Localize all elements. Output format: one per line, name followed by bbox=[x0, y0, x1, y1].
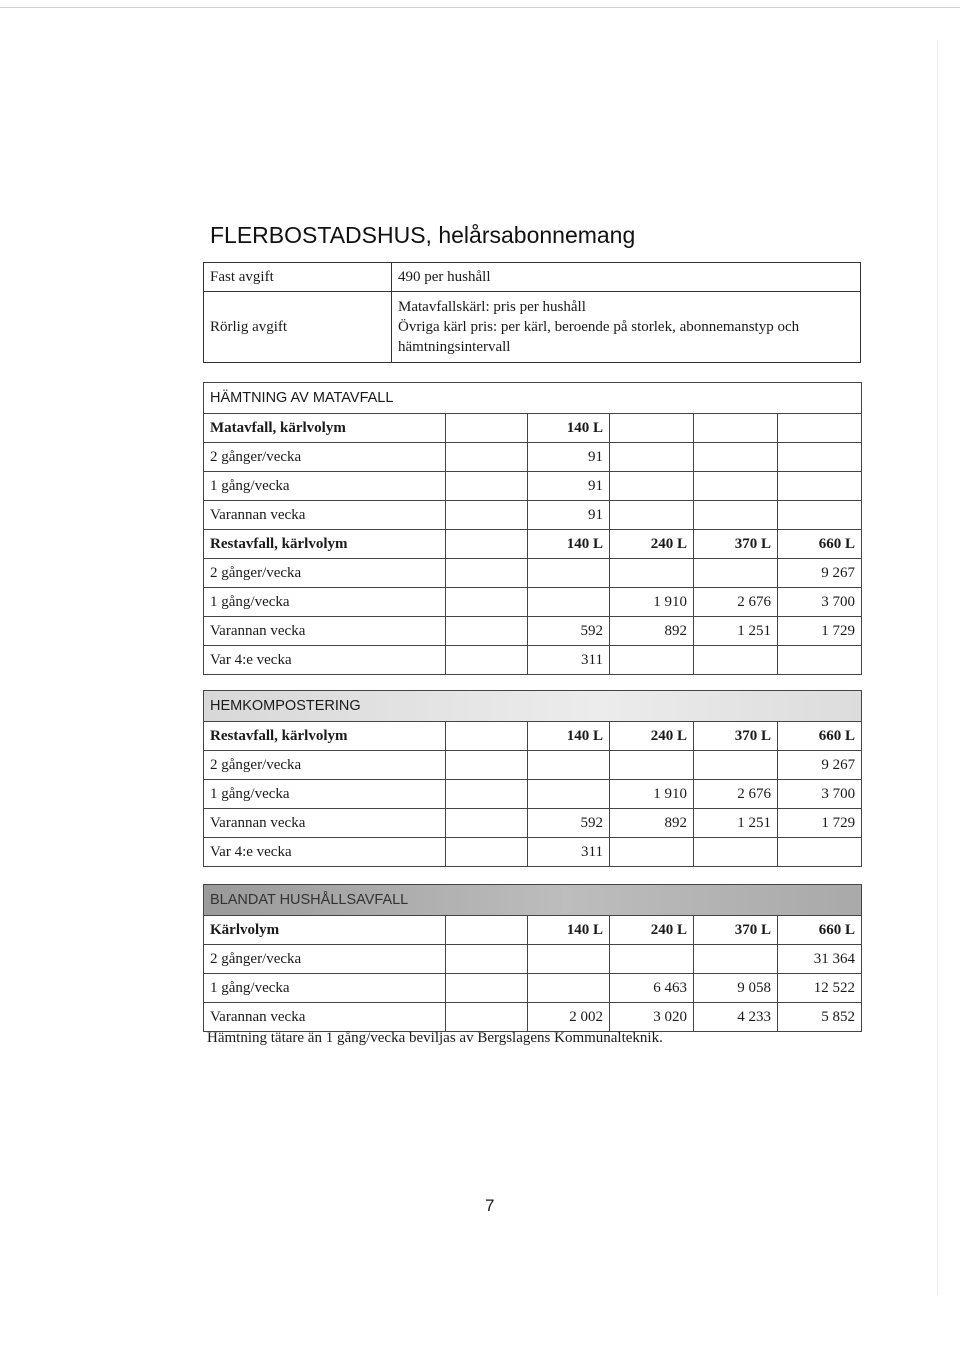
value-cell bbox=[446, 617, 528, 646]
section-title-row bbox=[204, 691, 862, 722]
value-cell: 31 364 bbox=[778, 945, 862, 974]
table-row bbox=[204, 974, 862, 1003]
row-label: 1 gång/vecka bbox=[204, 588, 446, 617]
value-cell: 5 852 bbox=[778, 1003, 862, 1032]
value-cell bbox=[446, 646, 528, 675]
section-title: HEMKOMPOSTERING bbox=[204, 691, 862, 722]
value-cell bbox=[528, 945, 610, 974]
value-cell bbox=[778, 443, 862, 472]
section-title-row bbox=[204, 885, 862, 916]
value-cell: 660 L bbox=[778, 916, 862, 945]
row-label: 2 gånger/vecka bbox=[204, 443, 446, 472]
value-cell: 311 bbox=[528, 646, 610, 675]
value-cell: 9 058 bbox=[694, 974, 778, 1003]
value-cell bbox=[778, 646, 862, 675]
value-cell: 140 L bbox=[528, 916, 610, 945]
section-title: HÄMTNING AV MATAVFALL bbox=[204, 383, 862, 414]
table-row bbox=[204, 945, 862, 974]
variable-fee-row bbox=[204, 292, 861, 363]
row-label: 2 gånger/vecka bbox=[204, 945, 446, 974]
row-label: Varannan vecka bbox=[204, 1003, 446, 1032]
value-cell bbox=[446, 751, 528, 780]
table-row bbox=[204, 780, 862, 809]
table-row bbox=[204, 646, 862, 675]
value-cell bbox=[778, 472, 862, 501]
value-cell: 4 233 bbox=[694, 1003, 778, 1032]
value-cell bbox=[694, 443, 778, 472]
value-cell: 1 729 bbox=[778, 617, 862, 646]
blandat-section-body bbox=[204, 885, 862, 1032]
value-cell: 892 bbox=[610, 809, 694, 838]
volume-header-row bbox=[204, 414, 862, 443]
page-top-rule bbox=[0, 7, 960, 8]
value-cell bbox=[446, 443, 528, 472]
table-row bbox=[204, 559, 862, 588]
value-cell bbox=[528, 780, 610, 809]
value-cell bbox=[446, 722, 528, 751]
table-row bbox=[204, 838, 862, 867]
row-label: 2 gånger/vecka bbox=[204, 559, 446, 588]
table-row bbox=[204, 588, 862, 617]
value-cell: 660 L bbox=[778, 722, 862, 751]
value-cell bbox=[446, 530, 528, 559]
table-row bbox=[204, 1003, 862, 1032]
row-label: Varannan vecka bbox=[204, 617, 446, 646]
value-cell: 2 002 bbox=[528, 1003, 610, 1032]
value-cell bbox=[446, 838, 528, 867]
value-cell bbox=[610, 751, 694, 780]
value-cell bbox=[694, 559, 778, 588]
value-cell: 9 267 bbox=[778, 751, 862, 780]
value-cell bbox=[446, 501, 528, 530]
value-cell bbox=[528, 751, 610, 780]
matavfall-table bbox=[203, 382, 862, 675]
volume-header-row bbox=[204, 722, 862, 751]
value-cell bbox=[446, 780, 528, 809]
value-cell bbox=[610, 443, 694, 472]
row-label: Restavfall, kärlvolym bbox=[204, 722, 446, 751]
value-cell: 1 910 bbox=[610, 780, 694, 809]
value-cell bbox=[610, 559, 694, 588]
fee-table bbox=[203, 262, 861, 363]
variable-fee-line-1: Matavfallskärl: pris per hushåll bbox=[398, 299, 586, 315]
value-cell bbox=[610, 414, 694, 443]
row-label: Kärlvolym bbox=[204, 916, 446, 945]
table-row bbox=[204, 751, 862, 780]
value-cell bbox=[610, 838, 694, 867]
value-cell bbox=[778, 838, 862, 867]
value-cell bbox=[694, 945, 778, 974]
value-cell: 370 L bbox=[694, 722, 778, 751]
value-cell: 3 020 bbox=[610, 1003, 694, 1032]
value-cell: 2 676 bbox=[694, 780, 778, 809]
row-label: 1 gång/vecka bbox=[204, 472, 446, 501]
section-title-row bbox=[204, 383, 862, 414]
value-cell bbox=[446, 974, 528, 1003]
value-cell: 1 729 bbox=[778, 809, 862, 838]
value-cell: 892 bbox=[610, 617, 694, 646]
value-cell bbox=[446, 559, 528, 588]
value-cell bbox=[528, 559, 610, 588]
fixed-fee-row bbox=[204, 263, 861, 292]
value-cell: 9 267 bbox=[778, 559, 862, 588]
value-cell: 240 L bbox=[610, 530, 694, 559]
value-cell bbox=[778, 414, 862, 443]
value-cell: 370 L bbox=[694, 916, 778, 945]
fixed-fee-label: Fast avgift bbox=[204, 263, 392, 292]
volume-header-row bbox=[204, 916, 862, 945]
matavfall-section-body bbox=[204, 383, 862, 675]
value-cell bbox=[694, 472, 778, 501]
value-cell: 592 bbox=[528, 617, 610, 646]
value-cell bbox=[610, 945, 694, 974]
value-cell: 6 463 bbox=[610, 974, 694, 1003]
row-label: Matavfall, kärlvolym bbox=[204, 414, 446, 443]
row-label: Varannan vecka bbox=[204, 809, 446, 838]
value-cell bbox=[610, 646, 694, 675]
value-cell: 91 bbox=[528, 472, 610, 501]
value-cell: 2 676 bbox=[694, 588, 778, 617]
row-label: Restavfall, kärlvolym bbox=[204, 530, 446, 559]
row-label: 1 gång/vecka bbox=[204, 974, 446, 1003]
value-cell bbox=[446, 916, 528, 945]
value-cell: 1 910 bbox=[610, 588, 694, 617]
value-cell: 240 L bbox=[610, 916, 694, 945]
page-number: 7 bbox=[485, 1196, 495, 1215]
table-row bbox=[204, 809, 862, 838]
value-cell: 1 251 bbox=[694, 809, 778, 838]
hemkompostering-section-body bbox=[204, 691, 862, 867]
value-cell bbox=[694, 838, 778, 867]
blandat-table bbox=[203, 884, 862, 1032]
value-cell: 240 L bbox=[610, 722, 694, 751]
value-cell: 140 L bbox=[528, 530, 610, 559]
value-cell: 140 L bbox=[528, 722, 610, 751]
value-cell bbox=[694, 414, 778, 443]
value-cell: 3 700 bbox=[778, 588, 862, 617]
value-cell: 370 L bbox=[694, 530, 778, 559]
hemkompostering-table bbox=[203, 690, 862, 867]
scan-margin-line bbox=[937, 40, 938, 1295]
value-cell bbox=[446, 1003, 528, 1032]
frequency-note: Hämtning tätare än 1 gång/vecka beviljas av Bergslagens Kommunalteknik. bbox=[207, 1030, 663, 1046]
value-cell bbox=[694, 751, 778, 780]
fixed-fee-value: 490 per hushåll bbox=[392, 263, 861, 292]
row-label: 2 gånger/vecka bbox=[204, 751, 446, 780]
value-cell bbox=[528, 588, 610, 617]
value-cell: 91 bbox=[528, 443, 610, 472]
value-cell: 3 700 bbox=[778, 780, 862, 809]
value-cell bbox=[446, 414, 528, 443]
value-cell bbox=[694, 501, 778, 530]
variable-fee-value bbox=[392, 292, 861, 363]
row-label: Var 4:e vecka bbox=[204, 838, 446, 867]
table-row bbox=[204, 617, 862, 646]
table-row bbox=[204, 443, 862, 472]
page-title: FLERBOSTADSHUS, helårsabonnemang bbox=[210, 222, 636, 248]
volume-header-row bbox=[204, 530, 862, 559]
section-title: BLANDAT HUSHÅLLSAVFALL bbox=[204, 885, 862, 916]
row-label: 1 gång/vecka bbox=[204, 780, 446, 809]
variable-fee-line-2: Övriga kärl pris: per kärl, beroende på storlek, abonnemanstyp och hämtningsintervall bbox=[398, 319, 800, 355]
value-cell bbox=[610, 501, 694, 530]
value-cell: 12 522 bbox=[778, 974, 862, 1003]
value-cell: 91 bbox=[528, 501, 610, 530]
value-cell bbox=[610, 472, 694, 501]
value-cell bbox=[446, 472, 528, 501]
value-cell bbox=[528, 974, 610, 1003]
row-label: Var 4:e vecka bbox=[204, 646, 446, 675]
value-cell bbox=[694, 646, 778, 675]
table-row bbox=[204, 472, 862, 501]
value-cell: 140 L bbox=[528, 414, 610, 443]
value-cell: 1 251 bbox=[694, 617, 778, 646]
value-cell bbox=[446, 588, 528, 617]
value-cell: 311 bbox=[528, 838, 610, 867]
value-cell: 592 bbox=[528, 809, 610, 838]
value-cell bbox=[446, 809, 528, 838]
value-cell bbox=[446, 945, 528, 974]
table-row bbox=[204, 501, 862, 530]
value-cell bbox=[778, 501, 862, 530]
row-label: Varannan vecka bbox=[204, 501, 446, 530]
value-cell: 660 L bbox=[778, 530, 862, 559]
variable-fee-label: Rörlig avgift bbox=[204, 292, 392, 363]
